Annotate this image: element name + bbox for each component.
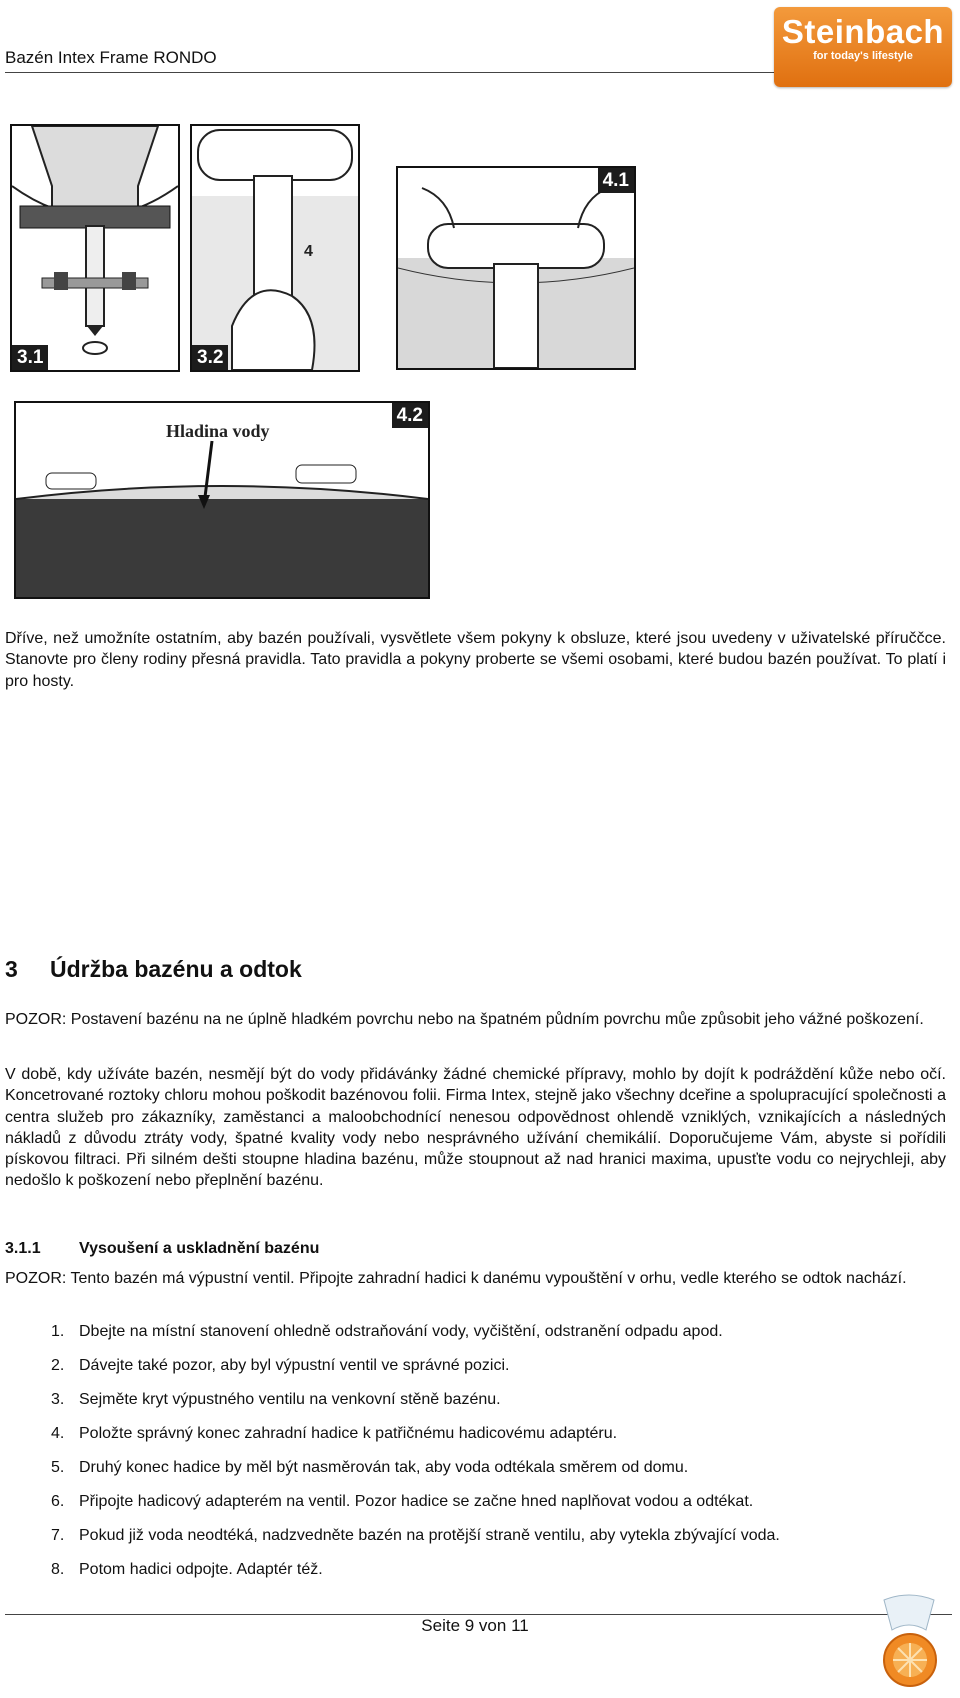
section-heading [5,956,302,983]
section-number: 3 [5,956,18,982]
drain-steps-list [5,1322,946,1594]
svg-text:4: 4 [304,243,313,260]
list-item [5,1390,946,1424]
list-item [5,1492,946,1526]
section-title: Údržba bazénu a odtok [50,956,302,982]
step-text: Dávejte také pozor, aby byl výpustní ventil ve správné pozici. [79,1357,510,1374]
subsection-heading [5,1240,319,1258]
figure-4-2-label: 4.2 [392,403,428,428]
list-item [5,1424,946,1458]
subsection-number: 3.1.1 [5,1240,41,1257]
step-number: 7. [51,1527,65,1544]
step-number: 4. [51,1425,65,1442]
orange-splash-icon [864,1590,954,1694]
logo-tagline: for today's lifestyle [813,50,913,62]
figure-4-1-illustration [398,168,634,368]
list-item [5,1560,946,1594]
figure-4-2 [14,401,430,599]
figure-3-1-illustration [12,126,178,370]
section-body-paragraph: V době, kdy užíváte bazén, nesmějí být do vody přidávánky žádné chemické přípravy, mohlo by dojít k podráždění kůže nebo očí. Koncetrované roztoky chloru mohou poškodit bazénovou folii. Firma Intex, stejně jako všechny dceřine a spolupracující společnosti a centra služeb pro zákazníky, zaměstanci a maloobchodnící nenesou odpovědnost ohlendě vzniklých, vznikajících a následných nákladů z důvodu ztráty vody, špatné kvality vody nebo nesprávného užívání chemikálií. Doporučujeme Vám, abyste si pořídili pískovou filtraci. Při silném dešti stoupne hladina bazénu, může stoupnout až nad hranici maxima, upusťte vodu co nejrychleji, aby nedošlo k poškození nebo přeplnění bazénu. [5,1066,946,1190]
step-text: Druhý konec hadice by měl být nasměrován tak, aby voda odtékala směrem od domu. [79,1459,689,1476]
list-item [5,1458,946,1492]
section-warning-paragraph: POZOR: Postavení bazénu na ne úplně hladkém povrchu nebo na špatném půdním povrchu můe způsobit jeho vážné poškození. [5,1011,924,1028]
figure-3-2-illustration [192,126,358,370]
subsection-warning-paragraph: POZOR: Tento bazén má výpustní ventil. Připojte zahradní hadici k danému vypouštění v orhu, vedle kterého se odtok nachází. [5,1270,907,1287]
figure-4-1 [396,166,636,370]
list-item [5,1322,946,1356]
step-text: Potom hadici odpojte. Adaptér též. [79,1561,323,1578]
list-item [5,1356,946,1390]
step-number: 2. [51,1357,65,1374]
steinbach-logo [774,7,952,87]
step-number: 3. [51,1391,65,1408]
page-footer [0,1614,950,1636]
list-item [5,1526,946,1560]
step-text: Pokud již voda neodtéká, nadzvedněte bazén na protější straně ventilu, aby vytekla zbývající voda. [79,1527,780,1544]
logo-brand: Steinbach [781,13,945,50]
figure-4-1-label: 4.1 [598,168,634,193]
step-number: 6. [51,1493,65,1510]
step-text: Položte správný konec zahradní hadice k patřičnému hadicovému adaptéru. [79,1425,618,1442]
subsection-title: Vysoušení a uskladnění bazénu [79,1240,320,1257]
water-level-annotation: Hladina vody [166,421,270,441]
step-number: 1. [51,1323,65,1340]
figure-3-1-label: 3.1 [12,345,48,370]
step-text: Sejměte kryt výpustného ventilu na venkovní stěně bazénu. [79,1391,501,1408]
step-text: Dbejte na místní stanovení ohledně odstraňování vody, vyčištění, odstranění odpadu apod. [79,1323,723,1340]
step-number: 8. [51,1561,65,1578]
intro-paragraph: Dříve, než umožníte ostatním, aby bazén používali, vysvětlete všem pokyny k obsluze, které jsou uvedeny v uživatelské příruččce. Stanovte pro členy rodiny přesná pravidla. Tato pravidla a pokyny proberte se všemi osobami, které budou bazén používat. To platí i pro hosty. [5,630,946,690]
figure-3-2 [190,124,360,372]
step-number: 5. [51,1459,65,1476]
page-number: Seite 9 von 11 [421,1616,529,1635]
step-text: Připojte hadicový adapterém na ventil. Pozor hadice se začne hned naplňovat vodou a odtékat. [79,1493,754,1510]
figure-3-2-label: 3.2 [192,345,228,370]
figure-3-1 [10,124,180,372]
header-title: Bazén Intex Frame RONDO [5,48,217,67]
